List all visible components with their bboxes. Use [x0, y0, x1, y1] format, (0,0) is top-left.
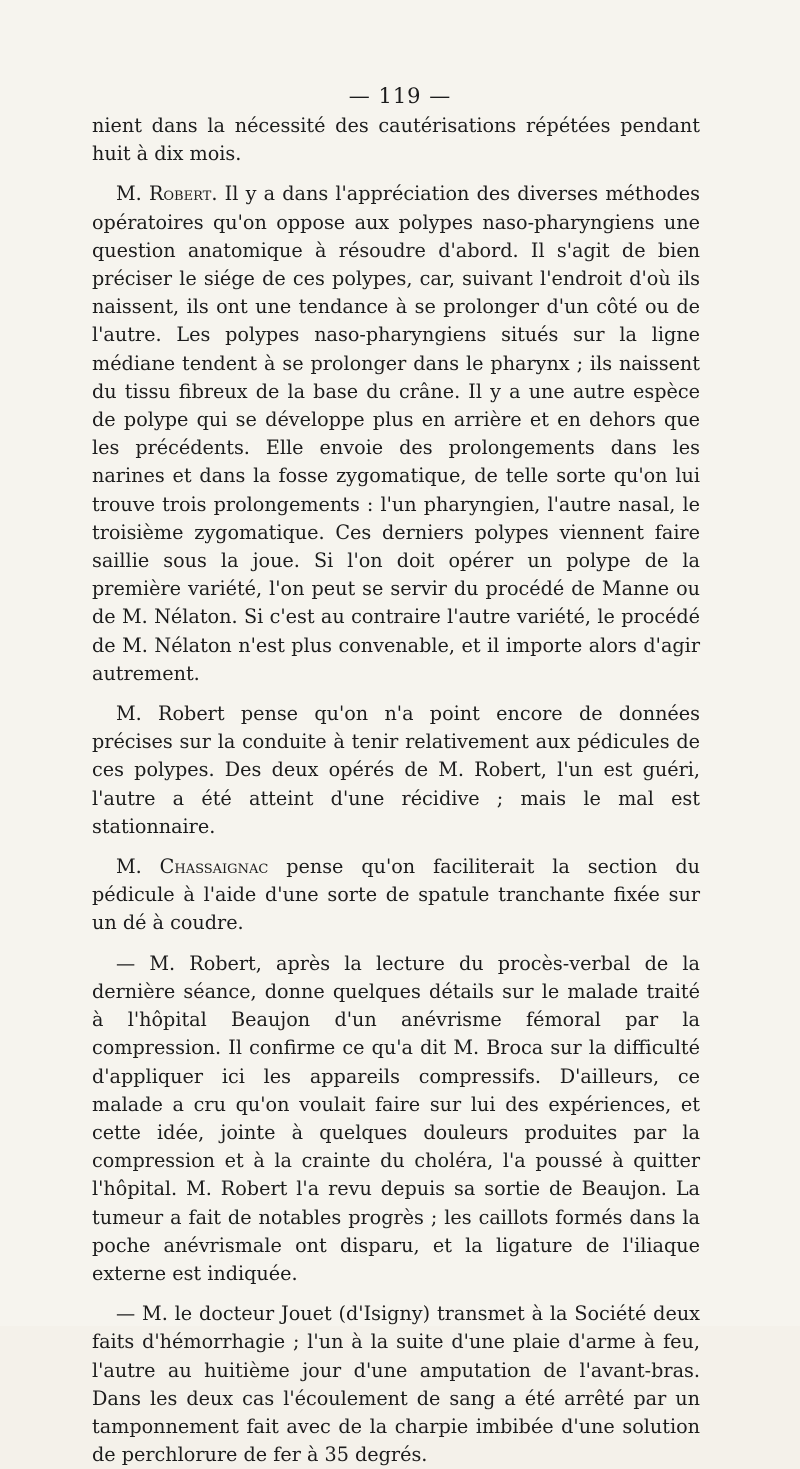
- speaker-prefix: M.: [116, 855, 160, 879]
- page-number: — 119 —: [348, 84, 452, 108]
- paragraph-chassaignac: [92, 853, 700, 938]
- speaker-name: Chassaignac: [159, 855, 269, 879]
- paragraph-continuation: nient dans la nécessité des cautérisations répétées pendant huit à dix mois.: [92, 114, 700, 166]
- paragraph-anevrisme: — M. Robert, après la lecture du procès-verbal de la dernière séance, donne quelques détails sur le malade traité à l'hôpital Beaujon d'un anévrisme fémoral par la compression. Il confirme ce qu'a dit M. Broca sur la difficulté d'appliquer ici les appareils compressifs. D'ailleurs, ce malade a cru qu'on voulait faire sur lui des expériences, et cette idée, jointe à quelques douleurs produites par la compression et à la crainte du choléra, l'a poussé à quitter l'hôpital. M. Robert l'a revu depuis sa sortie de Beaujon. La tumeur a fait de notables progrès ; les caillots formés dans la poche anévrismale ont disparu, et la ligature de l'iliaque externe est indiquée.: [92, 951, 700, 1285]
- speaker-name: Robert: [148, 182, 212, 206]
- paragraph-jouet: — M. le docteur Jouet (d'Isigny) transmet à la Société deux faits d'hémorrhagie ; l'un à la suite d'une plaie d'arme à feu, l'autre au huitième jour d'une amputation de l'avant-bras. Dans les deux cas l'écoulement de sang a été arrêté par un tamponnement fait avec de la charpie imbibée d'une solution de perchlorure de fer à 35 degrés.: [92, 1302, 700, 1467]
- paragraph-text: pense qu'on faciliterait la section du pédicule à l'aide d'une sorte de spatule tranchante fixée sur un dé à coudre.: [92, 855, 700, 935]
- speaker-prefix: M.: [116, 182, 149, 206]
- body-text: [92, 112, 700, 1469]
- paragraph-text: . Il y a dans l'appréciation des diverses méthodes opératoires qu'on oppose aux polypes naso-pharyngiens une question anatomique à résoudre d'abord. Il s'agit de bien préciser le siége de ces polypes, car, suivant l'endroit d'où ils naissent, ils ont une tendance à se prolonger d'un côté ou de l'autre. Les polypes naso-pharyngiens situés sur la ligne médiane tendent à se prolonger dans le pharynx ; ils naissent du tissu fibreux de la base du crâne. Il y a une autre espèce de polype qui se développe plus en arrière et en dehors que les précédents. Elle envoie des prolongements dans les narines et dans la fosse zygomatique, de telle sorte qu'on lui trouve trois prolongements : l'un pharyngien, l'autre nasal, le troisième zygomatique. Ces derniers polypes viennent faire saillie sous la joue. Si l'on doit opérer un polype de la première variété, l'on peut se servir du procédé de Manne ou de M. Nélaton. Si c'est au contraire l'autre variété, le procédé de M. Nélaton n'est plus convenable, et il importe alors d'agir autrement.: [92, 182, 700, 685]
- paragraph-robert-pedicules: M. Robert pense qu'on n'a point encore de données précises sur la conduite à tenir relativement aux pédicules de ces polypes. Des deux opérés de M. Robert, l'un est guéri, l'autre a été atteint d'une récidive ; mais le mal est stationnaire.: [92, 702, 700, 838]
- paragraph-robert-remarks: [92, 180, 700, 688]
